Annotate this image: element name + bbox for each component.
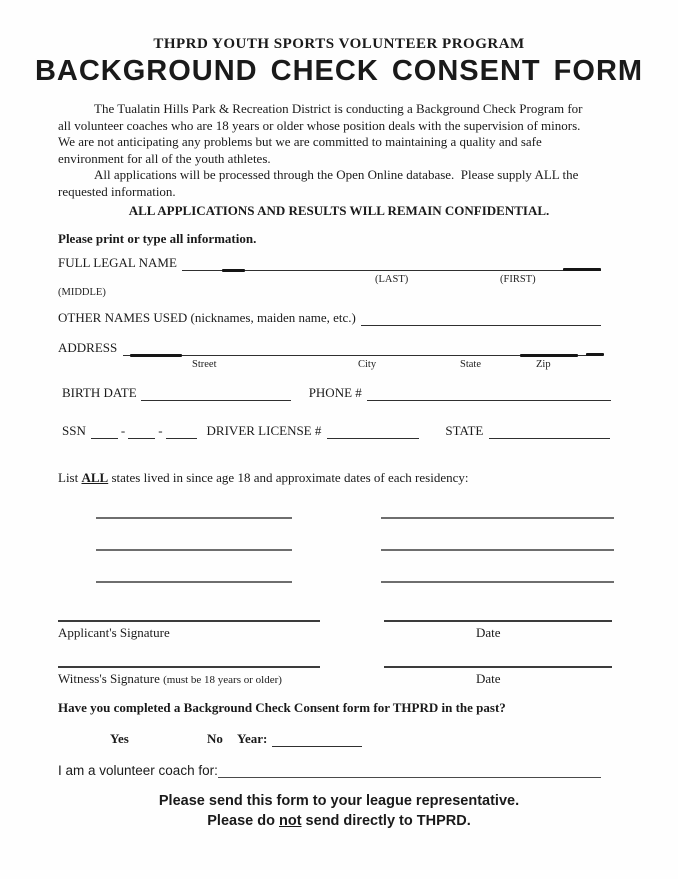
address-row	[58, 340, 601, 356]
birthdate-phone-row	[62, 385, 611, 401]
form-title: BACKGROUND CHECK CONSENT FORM	[34, 55, 644, 87]
residency-line-right	[381, 581, 614, 583]
residency-line-right	[381, 517, 614, 519]
intro-paragraph-2: All applications will be processed through the Open Online database. Please supply ALL the requested information.	[58, 167, 579, 199]
footer-line-2-suffix: send directly to THPRD.	[301, 813, 471, 829]
residency-prompt	[58, 470, 468, 486]
witness-signature-lines	[58, 666, 612, 668]
overstrike-dash	[130, 354, 182, 357]
address-sublabel-state: State	[460, 359, 481, 370]
other-names-line	[361, 310, 601, 326]
residency-row-2	[96, 549, 614, 551]
overstrike-dash	[222, 269, 245, 272]
residency-row-1	[96, 517, 614, 519]
witness-date-label: Date	[476, 671, 501, 686]
phone-label: PHONE #	[308, 385, 362, 400]
coach-line	[218, 762, 601, 778]
witness-signature-text: Witness's Signature	[58, 671, 164, 686]
footer-line-2-emphasis: not	[278, 813, 302, 829]
coach-row	[58, 762, 601, 778]
name-sublabel-last: (LAST)	[375, 274, 409, 285]
state-label: STATE	[445, 423, 484, 438]
other-names-label: OTHER NAMES USED (nicknames, maiden name, etc.)	[58, 310, 356, 325]
footer-line-1: Please send this form to your league representative.	[158, 793, 520, 809]
phone-line	[367, 385, 611, 401]
address-sublabel-zip: Zip	[536, 359, 551, 370]
intro-section	[58, 101, 586, 200]
residency-prompt-prefix: List	[58, 470, 82, 485]
driver-license-label: DRIVER LICENSE #	[206, 423, 322, 438]
no-label: No	[207, 731, 223, 746]
year-line	[272, 731, 362, 747]
address-label: ADDRESS	[58, 340, 118, 355]
ssn-separator: -	[120, 423, 126, 438]
program-title: THPRD YOUTH SPORTS VOLUNTEER PROGRAM	[153, 36, 525, 52]
residency-line-left	[96, 517, 292, 519]
driver-license-line	[327, 423, 419, 439]
birth-date-line	[141, 385, 291, 401]
ssn-segment-line	[166, 423, 197, 439]
residency-line-left	[96, 581, 292, 583]
witness-date-line	[384, 666, 612, 668]
applicant-signature-line	[58, 620, 320, 622]
state-line	[489, 423, 610, 439]
full-legal-name-label: FULL LEGAL NAME	[58, 255, 177, 270]
coach-label: I am a volunteer coach for:	[58, 763, 218, 778]
ssn-row	[62, 423, 610, 439]
applicant-date-line	[384, 620, 612, 622]
other-names-row	[58, 310, 601, 326]
footer-line-2	[0, 813, 678, 829]
overstrike-dash	[520, 354, 578, 357]
print-instruction: Please print or type all information.	[58, 231, 257, 246]
ssn-separator: -	[158, 423, 163, 438]
residency-row-3	[96, 581, 614, 583]
year-label: Year:	[237, 731, 268, 746]
intro-paragraph-1: The Tualatin Hills Park & Recreation District is conducting a Background Check Program for all volunteer coaches who are 18 years or older whose position deals with the supervision of minors. We are not anticipating any problems but we are committed to maintaining a quality and safe environment for all of the youth athletes.	[58, 101, 584, 166]
witness-age-note: (must be 18 years or older)	[163, 674, 282, 686]
applicant-date-label: Date	[476, 625, 501, 640]
witness-signature-line	[58, 666, 320, 668]
overstrike-dash	[563, 268, 601, 272]
name-sublabel-first: (FIRST)	[500, 274, 536, 285]
ssn-segment-line	[128, 423, 155, 439]
overstrike-dash	[586, 353, 604, 356]
applicant-signature-lines	[58, 620, 612, 622]
witness-signature-label	[58, 671, 282, 687]
birth-date-label: BIRTH DATE	[62, 385, 137, 400]
ssn-segment-line	[91, 423, 118, 439]
residency-prompt-emphasis: ALL	[81, 470, 109, 485]
address-sublabel-street: Street	[192, 359, 217, 370]
residency-line-left	[96, 549, 292, 551]
footer-line-2-prefix: Please do	[207, 813, 279, 829]
applicant-signature-label: Applicant's Signature	[58, 625, 170, 640]
full-legal-name-row	[58, 255, 601, 271]
history-question: Have you completed a Background Check Consent form for THPRD in the past?	[58, 700, 506, 715]
address-sublabel-city: City	[358, 359, 377, 370]
confidential-notice: ALL APPLICATIONS AND RESULTS WILL REMAIN CONFIDENTIAL.	[128, 203, 550, 218]
residency-prompt-suffix: states lived in since age 18 and approximate dates of each residency:	[108, 470, 469, 485]
yes-label: Yes	[110, 731, 129, 746]
ssn-label: SSN	[62, 423, 86, 438]
name-sublabel-middle: (MIDDLE)	[58, 287, 106, 298]
residency-line-right	[381, 549, 614, 551]
